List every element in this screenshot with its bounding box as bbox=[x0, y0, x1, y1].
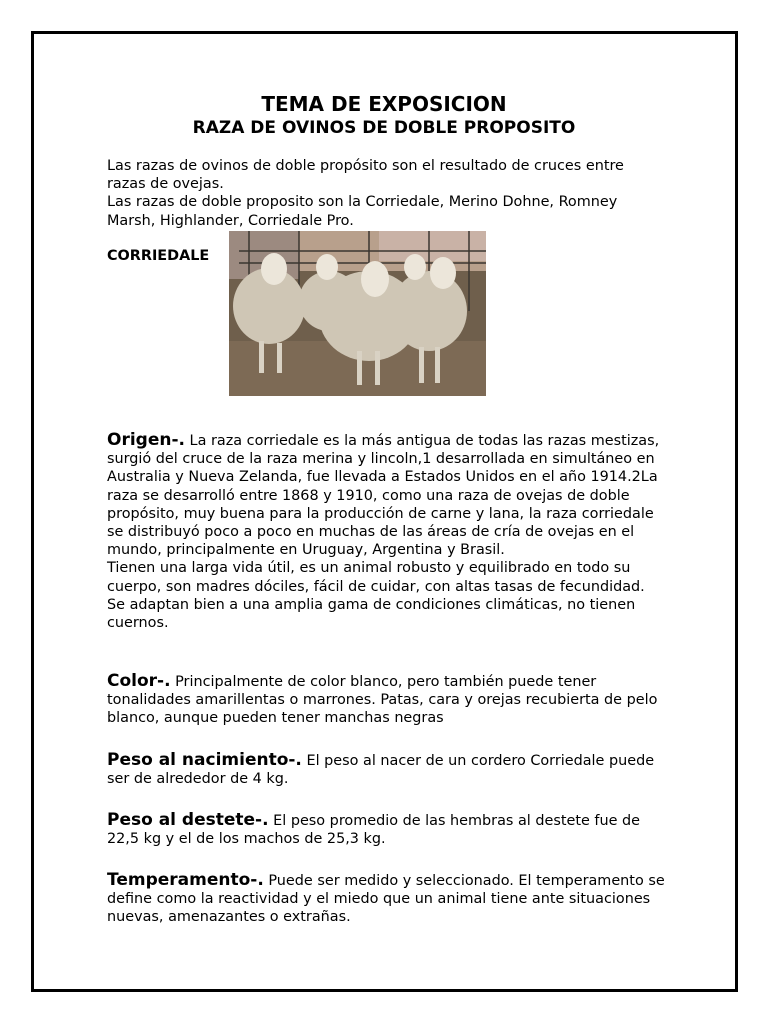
section-origen bbox=[107, 431, 667, 632]
temperamento-text: Puede ser medido y seleccionado. El temperamento se define como la reactividad y el miedo que un animal tiene ante situaciones nuevas, amenazantes o extrañas. bbox=[107, 873, 665, 926]
breed-label: CORRIEDALE bbox=[107, 248, 210, 264]
section-peso-destete bbox=[107, 811, 667, 848]
color-label: Color-. bbox=[107, 671, 171, 691]
peso-nacimiento-label: Peso al nacimiento-. bbox=[107, 750, 302, 770]
section-peso-nacimiento bbox=[107, 751, 667, 788]
sheep-photo bbox=[229, 231, 486, 396]
origen-text: La raza corriedale es la más antigua de todas las razas mestizas, surgió del cruce de la raza merina y lincoln,1 desarrollada en simultáneo en Australia y Nueva Zelanda, fue llevada a Estados Unidos en el año 1914.2La raza se desarrolló entre 1868 y 1910, como una raza de ovejas de doble propósito, muy buena para la producción de carne y lana, la raza corriedale se distribuyó poco a poco en muchas de las áreas de cría de ovejas en el mundo, principalmente en Uruguay, Argentina y Brasil. bbox=[107, 433, 660, 559]
section-temperamento bbox=[107, 871, 667, 927]
temperamento-label: Temperamento-. bbox=[107, 870, 264, 890]
origen-label: Origen-. bbox=[107, 430, 185, 450]
page-title: TEMA DE EXPOSICION bbox=[261, 92, 507, 116]
peso-destete-label: Peso al destete-. bbox=[107, 810, 269, 830]
origen-text-2: Tienen una larga vida útil, es un animal robusto y equilibrado en todo su cuerpo, son madres dóciles, fácil de cuidar, con altas tasas de fecundidad. Se adaptan bien a una amplia gama de condiciones climáticas, no tienen cuernos. bbox=[107, 560, 645, 632]
peso-nacimiento-text: El peso al nacer de un cordero Corriedale puede ser de alrededor de 4 kg. bbox=[107, 753, 655, 788]
page-subtitle: RAZA DE OVINOS DE DOBLE PROPOSITO bbox=[192, 118, 576, 138]
section-color bbox=[107, 672, 667, 728]
intro-line-1: Las razas de ovinos de doble propósito son el resultado de cruces entre razas de ovejas. bbox=[107, 158, 624, 193]
color-text: Principalmente de color blanco, pero también puede tener tonalidades amarillentas o marrones. Patas, cara y orejas recubierta de pelo blanco, aunque pueden tener manchas negras bbox=[107, 674, 658, 727]
peso-destete-text: El peso promedio de las hembras al destete fue de 22,5 kg y el de los machos de 25,3 kg. bbox=[107, 813, 641, 848]
intro-line-2: Las razas de doble proposito son la Corriedale, Merino Dohne, Romney Marsh, Highlander, Corriedale Pro. bbox=[107, 194, 618, 229]
intro-block bbox=[107, 157, 667, 230]
